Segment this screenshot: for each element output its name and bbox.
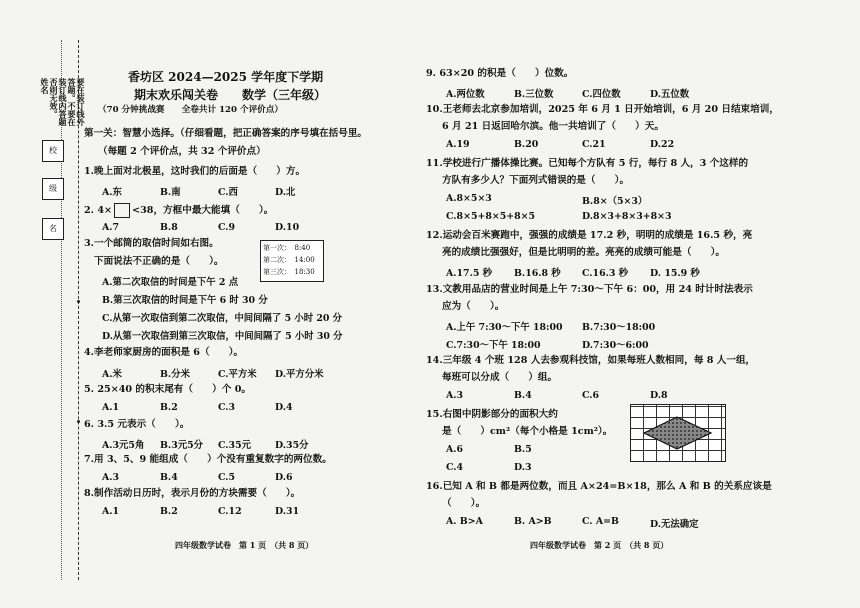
option[interactable]: D. 15.9 秒 [650,268,700,279]
option[interactable]: A.3元5角 [102,440,145,451]
question-stem: 5. 25×40 的积末尾有（ ）个 0。 [84,384,251,395]
stem-part: 2. 4× [84,205,113,216]
notice-line: 要在装订线外 [76,78,86,126]
question-stem: 14.三年级 4 个班 128 人去参观科技馆，如果每班人数相同，每 8 人一组， [426,355,756,366]
option[interactable]: C.9 [218,222,236,233]
question-stem: 3.一个邮筒的取信时间如右图。 [84,238,219,249]
question-stem: 11.学校进行广播体操比赛。已知每个方队有 5 行，每行 8 人，3 个这样的 [426,158,749,169]
time-row: 第一次： 8:40 [263,244,311,252]
name-field[interactable]: 名 [42,218,64,240]
option[interactable]: D.北 [275,187,296,198]
option[interactable]: B.5 [514,444,532,455]
option[interactable]: D.平方分米 [275,369,324,380]
shaded-area-grid [630,404,726,462]
option[interactable]: D.五位数 [650,89,690,100]
option[interactable]: A.两位数 [446,89,485,100]
question-stem: 12.运动会百米赛跑中，强强的成绩是 17.2 秒，明明的成绩是 16.5 秒，亮 [426,230,753,241]
option[interactable]: C.35元 [218,440,251,451]
option[interactable]: D.8×3+8×3+8×3 [582,211,672,222]
option[interactable]: D.无法确定 [650,519,699,530]
option[interactable]: D.10 [275,222,300,233]
time-row: 第二次： 14:00 [263,256,315,264]
option[interactable]: B.8×（5×3） [582,196,648,207]
option[interactable]: A.19 [446,139,470,150]
option[interactable]: B.2 [160,402,178,413]
question-stem: 16.已知 A 和 B 都是两位数，而且 A×24=B×18，那么 A 和 B 的关系应该是 [426,481,772,492]
option[interactable]: D.22 [650,139,675,150]
option[interactable]: C.12 [218,506,242,517]
option[interactable]: A. B>A [446,516,483,527]
option[interactable]: A.3 [102,472,120,483]
option[interactable]: B.第三次取信的时间是下午 6 时 30 分 [102,295,268,306]
question-stem-line2: 是（ ）cm²（每个小格是 1cm²）。 [442,426,613,437]
option[interactable]: C.7:30～下午 18:00 [446,340,541,351]
option[interactable]: C.3 [218,402,236,413]
question-stem: 15.右图中阴影部分的面积大约 [426,409,558,420]
question-stem-line2: 方队有多少人？下面列式错误的是（ ）。 [442,175,630,186]
question-stem-line2: 每班可以分成（ ）组。 [442,372,558,383]
option[interactable]: B.4 [160,472,178,483]
school-field[interactable]: 校 [42,140,64,162]
option[interactable]: C.西 [218,187,238,198]
option[interactable]: C.21 [582,139,606,150]
notice-line: 答题。不要在 [67,78,77,126]
binding-dot [77,300,80,303]
option[interactable]: C.16.3 秒 [582,268,629,279]
exam-info: （70 分钟挑战赛 全卷共计 120 个评价点） [98,105,283,115]
option[interactable]: D.7:30～6:00 [582,340,649,351]
section-heading: 第一关：智慧小选择。（仔细看题，把正确答案的序号填在括号里。 [84,128,368,139]
option[interactable]: D.35分 [275,440,309,451]
option[interactable]: C. A=B [582,516,619,527]
question-stem-line2: 下面说法不正确的是（ ）。 [94,256,224,267]
shaded-diamond [631,405,725,461]
blank-box[interactable] [114,203,130,218]
option[interactable]: B.3元5分 [160,440,203,451]
option[interactable]: D.从第一次取信到第三次取信，中间间隔了 5 小时 30 分 [102,331,343,342]
question-stem-line2: 应为（ ）。 [442,301,505,312]
option[interactable]: B.2 [160,506,178,517]
time-row: 第三次： 18:30 [263,268,315,276]
page-footer: 四年级数学试卷 第 1 页 （共 8 页） [175,540,314,550]
question-stem-line2: 亮的成绩比强强好，但是比明明的差。亮亮的成绩可能是（ ）。 [442,247,726,258]
section-note: （每题 2 个评价点，共 32 个评价点） [98,146,266,157]
binding-notice [40,78,85,126]
option[interactable]: A.1 [102,506,120,517]
question-stem: 1.晚上面对北极星，这时我们的后面是（ ）方。 [84,166,306,177]
question-stem: 6. 3.5 元表示（ ）。 [84,419,190,430]
option[interactable]: B.16.8 秒 [514,268,561,279]
option[interactable]: D.8 [650,390,668,401]
option[interactable]: A.上午 7:30～下午 18:00 [446,322,563,333]
option[interactable]: C.4 [446,462,464,473]
option[interactable]: C.平方米 [218,369,257,380]
option[interactable]: C.6 [582,390,600,401]
question-stem: 9. 63×20 的积是（ ）位数。 [426,68,574,79]
option[interactable]: A.第二次取信的时间是下午 2 点 [102,277,239,288]
page-footer: 四年级数学试卷 第 2 页 （共 8 页） [530,540,669,550]
option[interactable]: C.四位数 [582,89,621,100]
option[interactable]: B.4 [514,390,532,401]
option[interactable]: B.分米 [160,369,190,380]
option[interactable]: A.6 [446,444,464,455]
option[interactable]: D.3 [514,462,532,473]
option[interactable]: A.7 [102,222,120,233]
class-field[interactable]: 级 [42,178,64,200]
question-stem [84,203,273,218]
option[interactable]: D.6 [275,472,293,483]
option[interactable]: B.20 [514,139,539,150]
question-stem-line2: （ ）。 [442,498,486,509]
question-stem: 13.文教用品店的营业时间是上午 7:30～下午 6：00，用 24 时计时法表示 [426,284,753,295]
option[interactable]: A.17.5 秒 [446,268,493,279]
pickup-time-table [260,240,324,282]
option[interactable]: D.4 [275,402,293,413]
option[interactable]: B.8 [160,222,178,233]
notice-line: 姓名 [40,78,50,94]
option[interactable]: B.三位数 [514,89,554,100]
question-stem-line2: 6 月 21 日返回哈尔滨。他一共培训了（ ）天。 [442,121,664,132]
notice-line: 装订线内答题 [58,78,68,126]
question-stem: 8.制作活动日历时，表示月份的方块需要（ ）。 [84,488,301,499]
question-stem: 10.王老师去北京参加培训，2025 年 6 月 1 日开始培训，6 月 20 日结束培训， [426,104,779,115]
notice-line: 否则无效。 [49,78,59,118]
exam-subtitle: 期末欢乐闯关卷 数学（三年级） [134,88,327,102]
question-stem: 4.李老师家厨房的面积是 6（ ）。 [84,347,244,358]
exam-title: 香坊区 2024—2025 学年度下学期 [128,70,324,84]
option[interactable]: C.从第一次取信到第二次取信，中间间隔了 5 小时 20 分 [102,313,343,324]
option[interactable]: A.1 [102,402,120,413]
option[interactable]: D.31 [275,506,300,517]
option[interactable]: A.东 [102,187,122,198]
option[interactable]: B.南 [160,187,181,198]
option[interactable]: A.米 [102,369,122,380]
option[interactable]: C.8×5+8×5+8×5 [446,211,535,222]
option[interactable]: A.3 [446,390,464,401]
option[interactable]: C.5 [218,472,236,483]
option[interactable]: A.8×5×3 [446,193,492,204]
binding-dot [77,420,80,423]
question-stem: 7.用 3、5、9 能组成（ ）个没有重复数字的两位数。 [84,454,332,465]
option[interactable]: B.7:30～18:00 [582,322,656,333]
stem-part: <38，方框中最大能填（ ）。 [132,205,274,216]
option[interactable]: B. A>B [514,516,552,527]
